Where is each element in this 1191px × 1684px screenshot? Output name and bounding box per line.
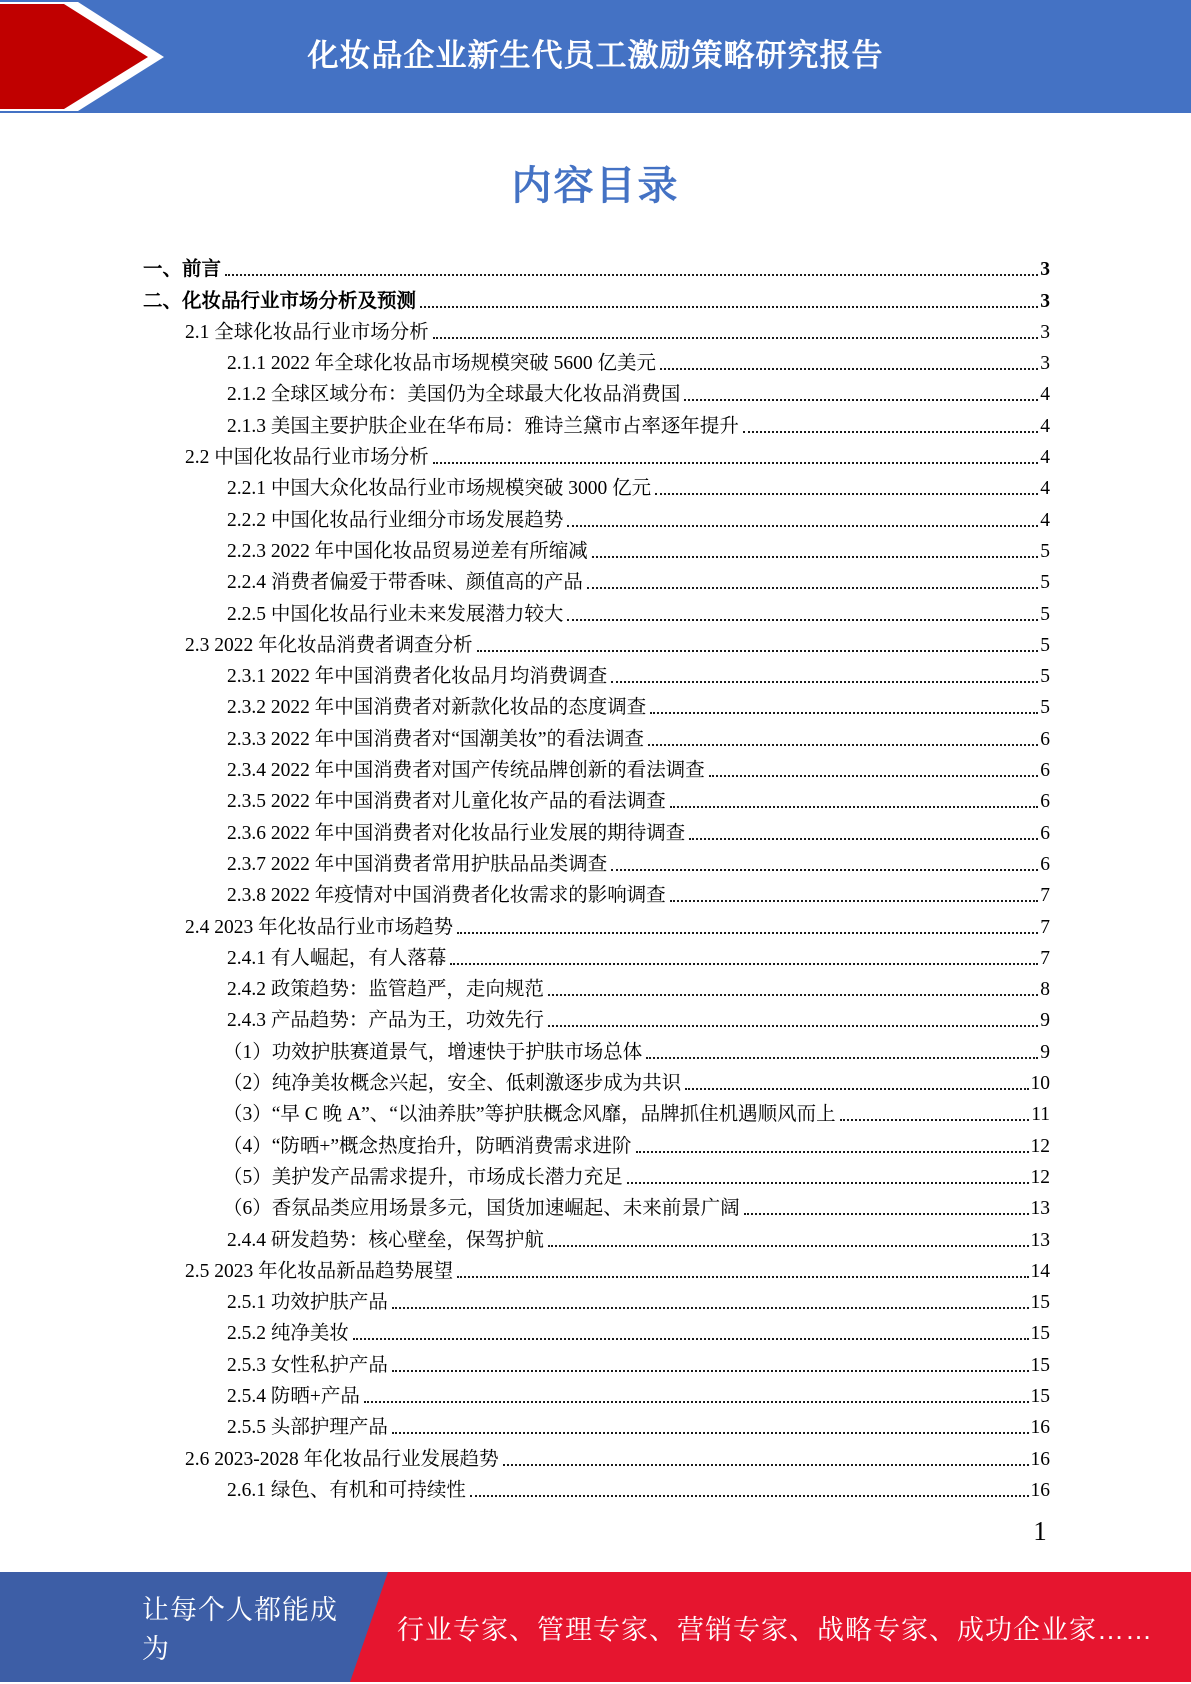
toc-entry-page: 4 xyxy=(1040,415,1050,437)
dotted-leader xyxy=(392,1432,1029,1434)
dotted-leader xyxy=(548,1245,1029,1247)
toc-entry[interactable] xyxy=(143,1440,1050,1471)
report-title: 化妆品企业新生代员工激励策略研究报告 xyxy=(307,37,884,73)
dotted-leader xyxy=(548,994,1038,996)
toc-entry[interactable] xyxy=(143,1284,1050,1315)
dotted-leader xyxy=(392,1370,1029,1372)
toc-entry-page: 6 xyxy=(1040,822,1050,844)
toc-entry[interactable] xyxy=(143,940,1050,971)
toc-entry-page: 7 xyxy=(1040,885,1050,907)
toc-entry-page: 15 xyxy=(1030,1323,1050,1345)
page-number: 1 xyxy=(1033,1516,1047,1546)
toc-entry-page: 6 xyxy=(1040,760,1050,782)
dotted-leader xyxy=(670,900,1038,902)
toc-entry[interactable] xyxy=(143,908,1050,939)
dotted-leader xyxy=(627,1182,1029,1184)
dotted-leader xyxy=(567,525,1038,527)
footer-slogan-right: 行业专家、管理专家、营销专家、战略专家、成功企业家…… xyxy=(397,1614,1153,1645)
toc-entry-text: 2.5.1 功效护肤产品 xyxy=(227,1292,388,1314)
toc-entry-text: 2.6.1 绿色、有机和可持续性 xyxy=(227,1479,466,1501)
toc-entry-page: 6 xyxy=(1040,853,1050,875)
dotted-leader xyxy=(457,1276,1028,1278)
toc-entry[interactable] xyxy=(143,1033,1050,1064)
toc-entry[interactable] xyxy=(143,501,1050,532)
toc-entry-text: 2.5.4 防晒+产品 xyxy=(227,1385,360,1407)
toc-entry-text: （2）纯净美妆概念兴起，安全、低刺激逐步成为共识 xyxy=(223,1073,682,1095)
toc-entry[interactable] xyxy=(143,720,1050,751)
toc-entry-text: 2.4.2 政策趋势：监管趋严，走向规范 xyxy=(227,979,544,1001)
toc-entry[interactable] xyxy=(143,1253,1050,1284)
dotted-leader xyxy=(650,712,1038,714)
toc-entry-text: 2.2.1 中国大众化妆品行业市场规模突破 3000 亿元 xyxy=(227,478,652,500)
toc-entry-page: 13 xyxy=(1030,1229,1050,1251)
toc-entry[interactable] xyxy=(143,814,1050,845)
toc-entry-page: 3 xyxy=(1040,353,1050,375)
toc-entry-text: 二、化妆品行业市场分析及预测 xyxy=(143,290,417,312)
dotted-leader xyxy=(648,744,1038,746)
dotted-leader xyxy=(450,963,1038,965)
toc-entry-text: 2.3.3 2022 年中国消费者对“国潮美妆”的看法调查 xyxy=(227,728,645,750)
toc-entry-text: （4）“防晒+”概念热度抬升，防晒消费需求进阶 xyxy=(223,1135,632,1157)
toc-entry-text: 2.3.6 2022 年中国消费者对化妆品行业发展的期待调查 xyxy=(227,822,686,844)
toc-entry[interactable] xyxy=(143,1065,1050,1096)
toc-entry[interactable] xyxy=(143,1221,1050,1252)
toc-entry[interactable] xyxy=(143,1472,1050,1503)
toc-entry-text: 2.3.5 2022 年中国消费者对儿童化妆产品的看法调查 xyxy=(227,791,666,813)
toc-entry-page: 13 xyxy=(1030,1198,1050,1220)
toc-entry-page: 15 xyxy=(1030,1292,1050,1314)
toc-entry-page: 15 xyxy=(1030,1385,1050,1407)
toc-entry-page: 6 xyxy=(1040,728,1050,750)
dotted-leader xyxy=(592,556,1038,558)
toc-entry-text: 2.2.4 消费者偏爱于带香味、颜值高的产品 xyxy=(227,572,583,594)
toc-entry-text: （6）香氛品类应用场景多元，国货加速崛起、未来前景广阔 xyxy=(223,1198,740,1220)
dotted-leader xyxy=(636,1151,1029,1153)
toc-entry[interactable] xyxy=(143,470,1050,501)
toc-entry[interactable] xyxy=(143,314,1050,345)
toc-entry-text: 2.3.7 2022 年中国消费者常用护肤品品类调查 xyxy=(227,853,608,875)
dotted-leader xyxy=(684,399,1038,401)
toc-entry[interactable] xyxy=(143,1096,1050,1127)
toc-entry-page: 6 xyxy=(1040,791,1050,813)
toc-entry-text: 2.3 2022 年化妆品消费者调查分析 xyxy=(185,634,473,656)
report-header-banner xyxy=(0,0,1191,113)
dotted-leader xyxy=(567,619,1038,621)
dotted-leader xyxy=(392,1307,1029,1309)
toc-entry[interactable] xyxy=(143,376,1050,407)
dotted-leader xyxy=(709,775,1038,777)
toc-entry-text: （3）“早 C 晚 A”、“以油养肤”等护肤概念风靡，品牌抓住机遇顺风而上 xyxy=(223,1104,836,1126)
toc-entry[interactable] xyxy=(143,595,1050,626)
toc-entry-text: 2.1.2 全球区域分布：美国仍为全球最大化妆品消费国 xyxy=(227,384,681,406)
toc-entry[interactable] xyxy=(143,658,1050,689)
dotted-leader xyxy=(225,274,1038,276)
toc-entry-page: 14 xyxy=(1030,1260,1050,1282)
toc-entry-page: 16 xyxy=(1030,1448,1050,1470)
dotted-leader xyxy=(743,431,1038,433)
toc-entry-page: 3 xyxy=(1040,290,1050,312)
toc-entry[interactable] xyxy=(143,564,1050,595)
dotted-leader xyxy=(548,1025,1038,1027)
dotted-leader xyxy=(840,1119,1030,1121)
dotted-leader xyxy=(689,838,1038,840)
toc-entry[interactable] xyxy=(143,251,1050,282)
toc-entry-text: （1）功效护肤赛道景气，增速快于护肤市场总体 xyxy=(223,1041,643,1063)
dotted-leader xyxy=(611,869,1038,871)
toc-entry-text: 2.3.4 2022 年中国消费者对国产传统品牌创新的看法调查 xyxy=(227,760,705,782)
dotted-leader xyxy=(457,932,1038,934)
toc-entry-text: 2.4.1 有人崛起，有人落幕 xyxy=(227,947,447,969)
toc-entry[interactable] xyxy=(143,533,1050,564)
toc-entry-page: 11 xyxy=(1031,1104,1050,1126)
toc-entry-text: 2.5 2023 年化妆品新品趋势展望 xyxy=(185,1260,454,1282)
toc-entry-text: 2.2 中国化妆品行业市场分析 xyxy=(185,447,429,469)
toc-entry[interactable] xyxy=(143,1378,1050,1409)
toc-entry-page: 12 xyxy=(1030,1135,1050,1157)
toc-entry-text: 2.1.1 2022 年全球化妆品市场规模突破 5600 亿美元 xyxy=(227,353,657,375)
dotted-leader xyxy=(470,1495,1029,1497)
dotted-leader xyxy=(611,681,1038,683)
toc-entry[interactable] xyxy=(143,1409,1050,1440)
toc-entry-page: 5 xyxy=(1040,697,1050,719)
toc-entry-page: 7 xyxy=(1040,947,1050,969)
toc-entry-page: 8 xyxy=(1040,979,1050,1001)
toc-entry-page: 9 xyxy=(1040,1041,1050,1063)
dotted-leader xyxy=(587,587,1038,589)
toc-entry[interactable] xyxy=(143,846,1050,877)
toc-entry[interactable] xyxy=(143,1315,1050,1346)
toc-entry-page: 3 xyxy=(1040,321,1050,343)
toc-entry-text: 2.5.2 纯净美妆 xyxy=(227,1323,349,1345)
toc-entry-text: 2.2.3 2022 年中国化妆品贸易逆差有所缩减 xyxy=(227,540,588,562)
toc-entry-page: 4 xyxy=(1040,478,1050,500)
toc xyxy=(143,251,1050,1503)
toc-entry[interactable] xyxy=(143,752,1050,783)
toc-entry-page: 15 xyxy=(1030,1354,1050,1376)
toc-entry[interactable] xyxy=(143,439,1050,470)
toc-entry-page: 5 xyxy=(1040,540,1050,562)
toc-entry-text: 2.2.2 中国化妆品行业细分市场发展趋势 xyxy=(227,509,564,531)
toc-entry-text: 2.6 2023-2028 年化妆品行业发展趋势 xyxy=(185,1448,499,1470)
dotted-leader xyxy=(744,1213,1029,1215)
dotted-leader xyxy=(433,462,1038,464)
toc-entry-page: 5 xyxy=(1040,666,1050,688)
dotted-leader xyxy=(503,1464,1029,1466)
toc-entry-text: 2.3.8 2022 年疫情对中国消费者化妆需求的影响调查 xyxy=(227,885,666,907)
toc-entry[interactable] xyxy=(143,1346,1050,1377)
dotted-leader xyxy=(477,650,1039,652)
toc-entry-page: 7 xyxy=(1040,916,1050,938)
toc-entry[interactable] xyxy=(143,1002,1050,1033)
footer-slogan-left: 让每个人都能成为 xyxy=(142,1595,338,1664)
toc-entry[interactable] xyxy=(143,1159,1050,1190)
toc-entry[interactable] xyxy=(143,407,1050,438)
toc-entry-text: 2.1 全球化妆品行业市场分析 xyxy=(185,321,429,343)
dotted-leader xyxy=(655,493,1038,495)
toc-entry-text: 2.5.5 头部护理产品 xyxy=(227,1417,388,1439)
toc-entry[interactable] xyxy=(143,1127,1050,1158)
toc-entry-text: 2.5.3 女性私护产品 xyxy=(227,1354,388,1376)
toc-entry-page: 5 xyxy=(1040,603,1050,625)
dotted-leader xyxy=(646,1057,1038,1059)
dotted-leader xyxy=(353,1338,1029,1340)
dotted-leader xyxy=(670,806,1038,808)
toc-entry-page: 3 xyxy=(1040,259,1050,281)
toc-entry-text: 2.2.5 中国化妆品行业未来发展潜力较大 xyxy=(227,603,564,625)
toc-entry[interactable] xyxy=(143,783,1050,814)
toc-entry-page: 10 xyxy=(1030,1073,1050,1095)
toc-entry-text: （5）美护发产品需求提升，市场成长潜力充足 xyxy=(223,1166,623,1188)
toc-entry-text: 2.4.3 产品趋势：产品为王，功效先行 xyxy=(227,1010,544,1032)
toc-entry-text: 2.4.4 研发趋势：核心壁垒，保驾护航 xyxy=(227,1229,544,1251)
toc-entry-page: 9 xyxy=(1040,1010,1050,1032)
toc-entry-page: 12 xyxy=(1030,1166,1050,1188)
toc-entry-text: 2.3.2 2022 年中国消费者对新款化妆品的态度调查 xyxy=(227,697,647,719)
toc-entry-page: 16 xyxy=(1030,1417,1050,1439)
toc-entry[interactable] xyxy=(143,689,1050,720)
toc-entry-page: 4 xyxy=(1040,384,1050,406)
toc-entry-page: 4 xyxy=(1040,447,1050,469)
toc-entry-page: 4 xyxy=(1040,509,1050,531)
toc-entry-page: 16 xyxy=(1030,1479,1050,1501)
toc-entry[interactable] xyxy=(143,877,1050,908)
toc-entry[interactable] xyxy=(143,627,1050,658)
dotted-leader xyxy=(685,1088,1028,1090)
toc-entry[interactable] xyxy=(143,1190,1050,1221)
toc-entry[interactable] xyxy=(143,345,1050,376)
toc-entry-text: 2.3.1 2022 年中国消费者化妆品月均消费调查 xyxy=(227,666,608,688)
dotted-leader xyxy=(364,1401,1029,1403)
toc-entry-page: 5 xyxy=(1040,634,1050,656)
dotted-leader xyxy=(420,306,1038,308)
dotted-leader xyxy=(660,368,1038,370)
toc-heading: 内容目录 xyxy=(511,163,680,208)
toc-entry-page: 5 xyxy=(1040,572,1050,594)
toc-entry-text: 2.4 2023 年化妆品行业市场趋势 xyxy=(185,916,454,938)
dotted-leader xyxy=(433,337,1038,339)
toc-entry-text: 2.1.3 美国主要护肤企业在华布局：雅诗兰黛市占率逐年提升 xyxy=(227,415,739,437)
toc-entry[interactable] xyxy=(143,282,1050,313)
footer-banner xyxy=(0,1572,1191,1682)
toc-entry[interactable] xyxy=(143,971,1050,1002)
toc-entry-text: 一、前言 xyxy=(143,259,222,281)
